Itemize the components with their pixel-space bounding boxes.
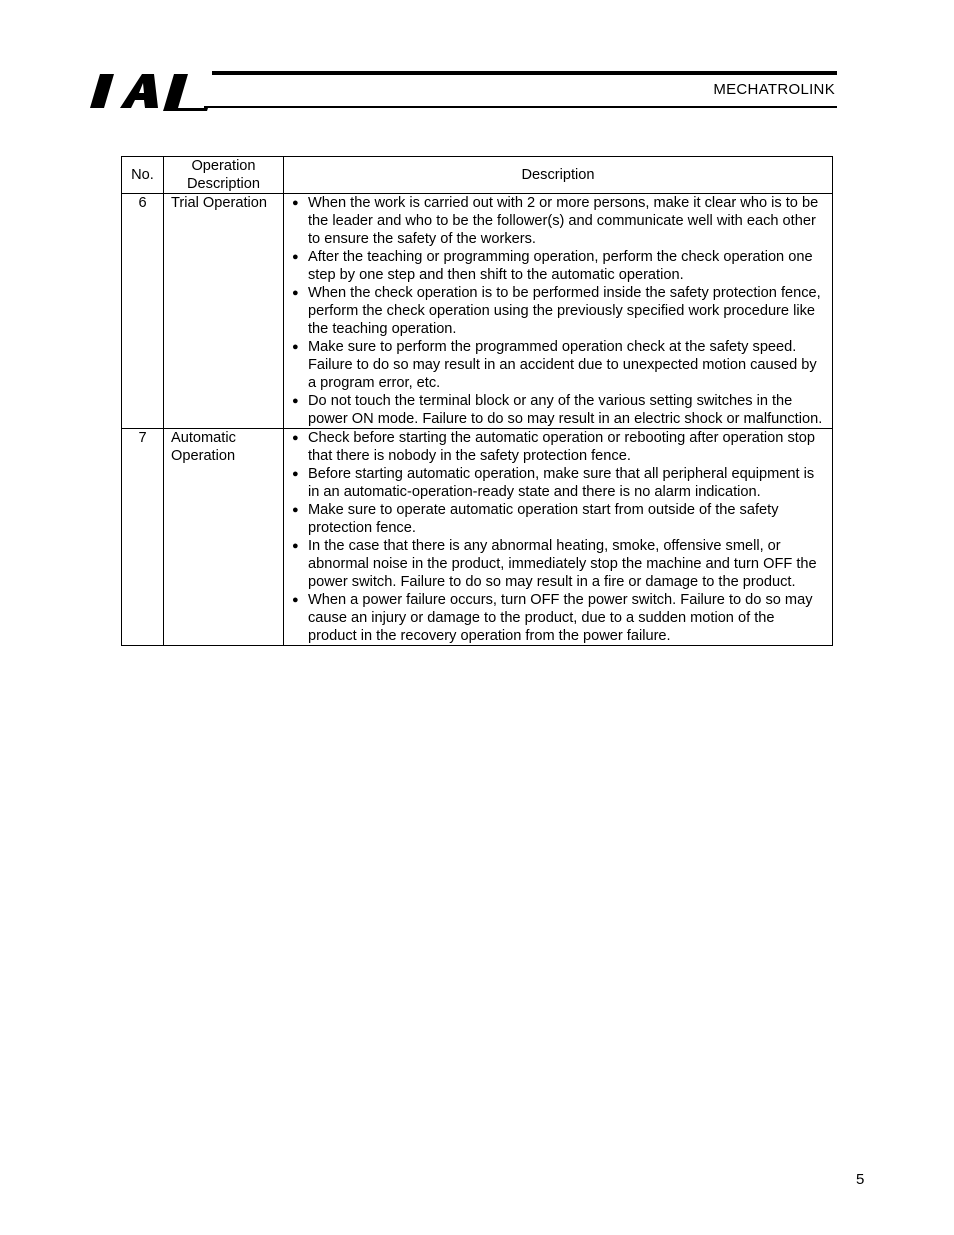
- row-no: 7: [122, 429, 164, 646]
- list-item: ● Before starting automatic operation, make sure that all peripheral equipment is in an automatic-operation-ready state and there is no alarm indication.: [292, 465, 826, 501]
- list-item: ● Check before starting the automatic operation or rebooting after operation stop that there is nobody in the safety protection fence.: [292, 429, 826, 465]
- safety-precautions-table: [121, 156, 833, 646]
- header-operation-line1: Operation: [191, 158, 256, 174]
- table-row: [122, 429, 833, 646]
- header-rule-bottom: [204, 106, 837, 108]
- row-operation: Trial Operation: [164, 194, 284, 429]
- list-item: ● Make sure to operate automatic operation start from outside of the safety protection fence.: [292, 501, 826, 537]
- list-item: ● Do not touch the terminal block or any of the various setting switches in the power ON mode. Failure to do so may result in an electric shock or malfunction.: [292, 392, 826, 428]
- list-item: ● When the check operation is to be performed inside the safety protection fence, perform the check operation using the previously specified work procedure like the teaching operation.: [292, 284, 826, 338]
- header-no: No.: [122, 157, 164, 194]
- iai-logo: [90, 68, 208, 114]
- row-operation-line1: Automatic: [171, 430, 236, 446]
- product-name: MECHATROLINK: [713, 81, 835, 98]
- header-operation: [164, 157, 284, 194]
- row-no: 6: [122, 194, 164, 429]
- bullet-list: [292, 194, 826, 428]
- list-item: ● When a power failure occurs, turn OFF the power switch. Failure to do so may cause an injury or damage to the product, due to a sudden motion of the product in the recovery operation from the power failure.: [292, 591, 826, 645]
- bullet-list: [292, 429, 826, 645]
- list-item: ● After the teaching or programming operation, perform the check operation one step by one step and then shift to the automatic operation.: [292, 248, 826, 284]
- row-operation-line2: Operation: [171, 448, 236, 464]
- list-item: ● When the work is carried out with 2 or more persons, make it clear who is to be the leader and who to be the follower(s) and communicate well with each other to ensure the safety of the workers.: [292, 194, 826, 248]
- header-operation-line2: Description: [187, 176, 260, 192]
- header-description: Description: [284, 157, 833, 194]
- row-operation: [164, 429, 284, 646]
- row-description: [284, 429, 833, 646]
- page-number: 5: [856, 1171, 865, 1188]
- table-row: [122, 194, 833, 429]
- header-rule-top: [212, 71, 837, 75]
- table-header-row: [122, 157, 833, 194]
- list-item: ● In the case that there is any abnormal heating, smoke, offensive smell, or abnormal noise in the product, immediately stop the machine and turn OFF the power switch. Failure to do so may result in a fire or damage to the product.: [292, 537, 826, 591]
- row-description: [284, 194, 833, 429]
- list-item: ● Make sure to perform the programmed operation check at the safety speed. Failure to do so may result in an accident due to unexpected motion caused by a program error, etc.: [292, 338, 826, 392]
